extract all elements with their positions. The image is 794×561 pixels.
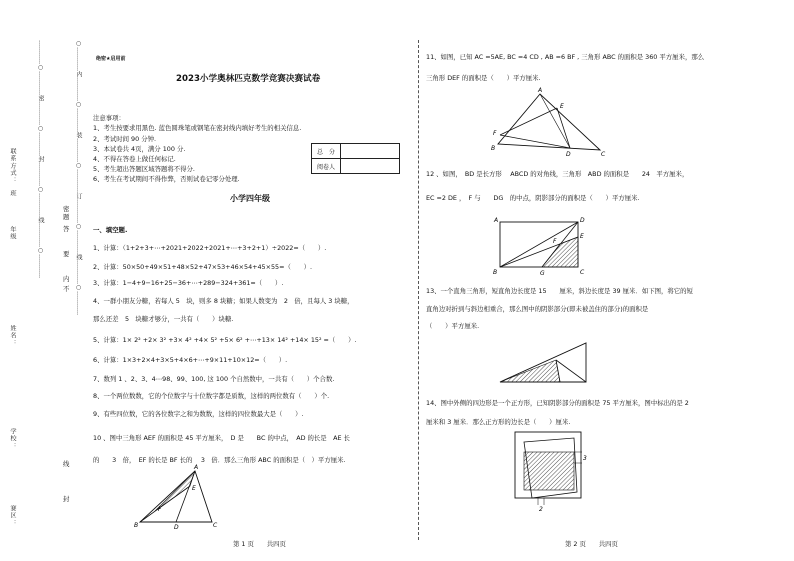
label-school: 学校： (9, 428, 16, 450)
fig14-label: 3 (583, 455, 587, 462)
fig10-label: D (174, 524, 179, 531)
figure-11-triangle (488, 88, 608, 158)
score-total-cell[interactable] (341, 144, 400, 159)
fig10-label: B (134, 522, 139, 529)
fig12-label: D (580, 217, 585, 224)
seal-word: 答 (63, 225, 70, 233)
label-contact: 联系方式： (9, 148, 16, 184)
figure-14-square (510, 428, 590, 513)
fig14-label: 2 (539, 506, 543, 513)
question-4-line-2: 那么还差 5 块糖才够分，一共有（ ）块糖. (93, 315, 234, 323)
score-total-label: 总 分 (312, 144, 341, 159)
fig11-label: C (601, 151, 606, 158)
notice-heading: 注意事项： (93, 114, 125, 122)
question-13-line-2: 直角边对折到与斜边相重合，那么图中的阴影部分(即未被盖住的部分)的面积是 (426, 305, 649, 313)
notice-item: 3、本试卷共 4页，满分 100 分. (93, 145, 186, 153)
question-12-line-1: 12 、如图， BD 是长方形 ABCD 的对角线，三角形 ABD 的面积是 24 平方厘米， (426, 170, 689, 178)
secret-mark: 绝密★启用前 (96, 56, 126, 62)
fig12-label: F (553, 238, 557, 245)
exam-title: 2023小学奥林匹克数学竞赛决赛试卷 (176, 74, 321, 84)
label-district: 赛区： (9, 505, 16, 527)
fig12-label: C (580, 269, 585, 276)
fig11-label: F (493, 130, 497, 137)
notice-item: 1、考生按要求用黑色. 蓝色圆珠笔或钢笔在密封线内填好考生的相关信息. (93, 124, 302, 132)
question-5: 5、计算：1× 2² +2× 3² +3× 4² +4× 5² +5× 6² +⋯+13× 14² +14× 15² =（ ）. (93, 336, 357, 344)
fig11-label: B (491, 145, 496, 152)
label-grade: 年级 (9, 226, 16, 241)
question-6: 6、计算：1×3+2×4+3×5+4×6+⋯+9×11+10×12=（ ）. (93, 356, 288, 364)
figure-10-triangle (130, 465, 230, 530)
fig12-label: A (494, 217, 499, 224)
question-14-line-2: 厘米和 3 厘米．那么正方形的边长是（ ）厘米. (426, 418, 571, 426)
seal-word: 线 (63, 460, 70, 468)
fig12-label: E (580, 233, 584, 240)
seal-word: 内 (63, 275, 70, 283)
cut-line-2: ○…………内…………○…………装…………○…………订…………○…………线…………○………… (75, 40, 82, 315)
fig10-label: C (213, 522, 218, 529)
question-8: 8、一个两位数数，它的个位数字与十位数字都是质数，这样的两位数有（ ）个. (93, 392, 330, 400)
seal-word: 不 (63, 285, 70, 293)
question-11-line-1: 11、如图，已知 AC =5AE, BC =4 CD , AB =6 BF , 三角形 ABC 的面积是 360 平方厘米，那么 (426, 53, 705, 61)
score-table (311, 143, 400, 174)
seal-word: 要 (63, 250, 70, 258)
question-7: 7、数列 1 、2、3、4⋯98、99、100, 这 100 个自然数中，一共有（ ）个合数. (93, 375, 335, 383)
notice-item: 2、考试时间 90 分钟. (93, 135, 157, 143)
fig10-label: F (158, 506, 162, 513)
page-1-footer: 第 1 页 共四页 (233, 540, 286, 548)
question-1: 1、计算：（1+2+3+⋯+2021+2022+2021+⋯+3+2+1）÷2022=（ ）. (93, 244, 327, 252)
section-heading: 一、填空题. (93, 226, 128, 234)
question-12-line-2: EC =2 DE ， F 与 DG 的中点，阴影部分的面积是（ ）平方厘米. (426, 194, 640, 202)
question-10-line-1: 10 、图中三角形 AEF 的面积是 45 平方厘米， D 是 BC 的中点， AD 的长是 AE 长 (93, 434, 350, 442)
question-14-line-1: 14、图中外侧的四边形是一个正方形，已知阴影部分的面积是 75 平方厘米，图中标出的是 2 (426, 399, 689, 407)
fig11-label: D (566, 151, 571, 158)
seal-word: 密 (63, 205, 70, 213)
fig12-label: B (493, 269, 498, 276)
question-4-line-1: 4、一群小朋友分糖，若每人 5 块，则多 8 块糖；如果人数变为 2 倍，且每人 3 块糖， (93, 297, 354, 305)
cut-line-1: …………○…………密…………○…………封…………○…………线…………○………… (37, 40, 44, 278)
score-reviewer-cell[interactable] (341, 159, 400, 174)
notice-item: 6、考生在考试期间不得作弊，否则试卷记零分处理. (93, 175, 240, 183)
fig10-label: A (194, 464, 199, 471)
fig12-label: G (540, 270, 545, 277)
label-class: 班 (9, 190, 16, 198)
notice-item: 4、不得在答卷上做任何标记. (93, 155, 176, 163)
seal-word: 封 (63, 495, 70, 503)
question-13-line-1: 13、一个直角三角形，短直角边长度是 15 厘米，斜边长度是 39 厘米．如下图，将它的短 (426, 287, 693, 295)
question-3: 3、计算：1−4+9−16+25−36+⋯+289−324+361=（ ）. (93, 279, 284, 287)
question-11-line-2: 三角形 DEF 的面积是（ ）平方厘米. (426, 74, 541, 82)
figure-12-rectangle (490, 214, 590, 277)
grade-heading: 小学四年级 (230, 194, 270, 203)
question-9: 9、有些四位数，它的各位数字之和为数数，这样的四位数最大是（ ）. (93, 410, 304, 418)
question-13-line-3: （ ）平方厘米. (426, 322, 480, 330)
score-reviewer-label: 阅卷人 (312, 159, 341, 174)
page-2-footer: 第 2 页 共四页 (565, 540, 618, 548)
page-divider (418, 40, 419, 540)
seal-word: 题 (63, 213, 70, 221)
question-2: 2、计算：50×50+49×51+48×52+47×53+46×54+45×55=（ ）. (93, 263, 313, 271)
fig10-label: E (192, 485, 196, 492)
question-10-line-2: 的 3 倍， EF 的长是 BF 长的 3 倍．那么三角形 ABC 的面积是（ ）平方厘米. (93, 456, 346, 464)
figure-13-right-triangle (498, 340, 598, 385)
fig11-label: A (538, 87, 543, 94)
label-name: 姓名： (9, 325, 16, 347)
fig11-label: E (560, 103, 564, 110)
notice-item: 5、考生超出答题区域答题将不得分. (93, 165, 195, 173)
